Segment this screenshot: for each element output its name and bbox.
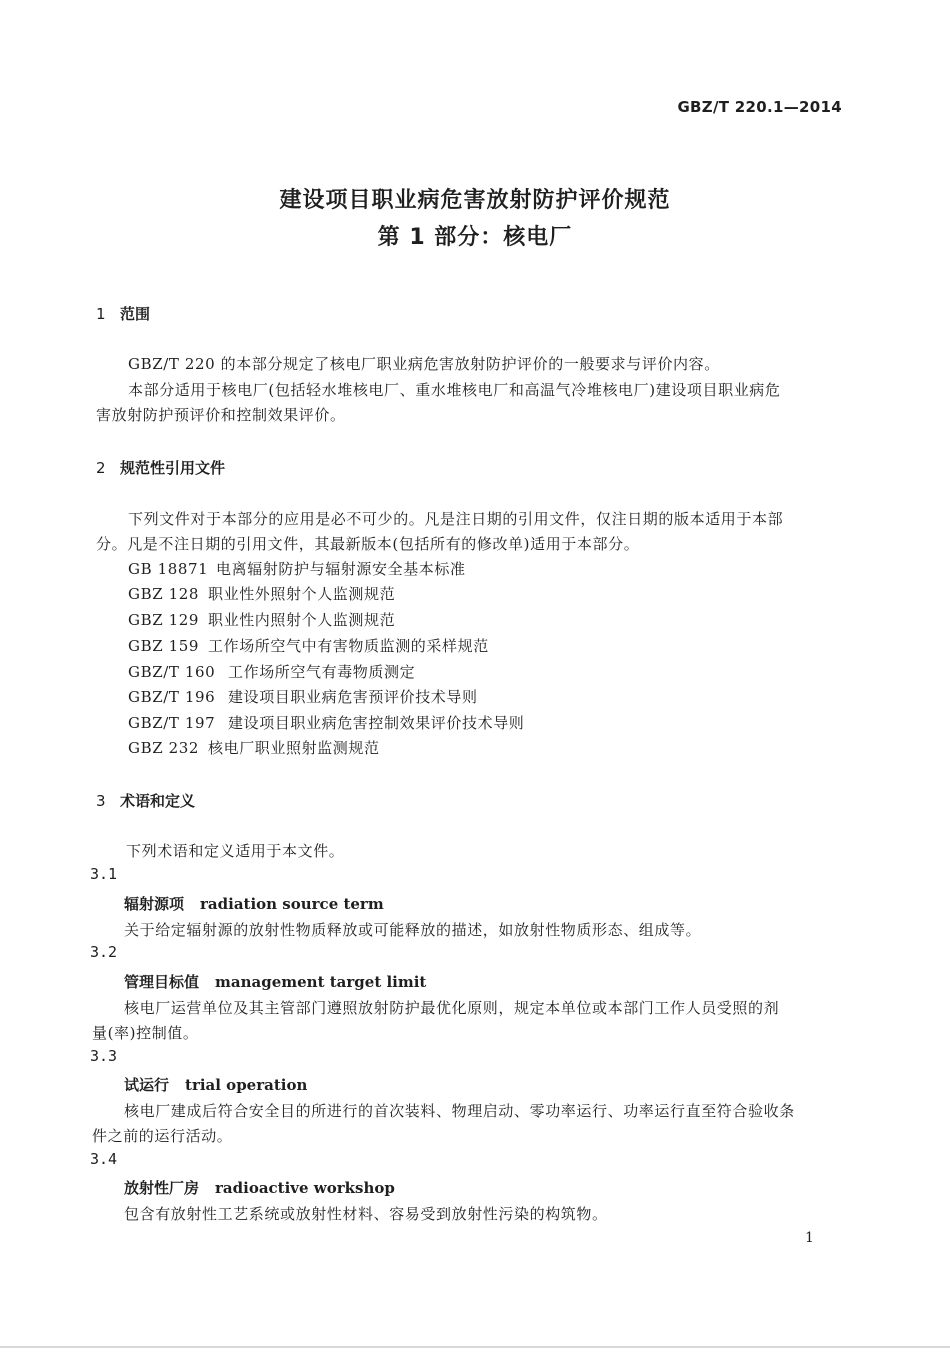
term-definition-line-1: 核电厂建成后符合安全目的所进行的首次装料、物理启动、零功率运行、功率运行直至符合验收条 bbox=[124, 1102, 795, 1120]
reference-code: GB 18871 bbox=[128, 560, 209, 578]
section-1-heading bbox=[96, 303, 150, 324]
clause-number: 3.3 bbox=[90, 1047, 118, 1065]
reference-item bbox=[128, 660, 415, 685]
section-1-para-2-line-2: 害放射防护预评价和控制效果评价。 bbox=[96, 406, 346, 424]
clause-number: 3.1 bbox=[90, 865, 118, 883]
section-number: 1 bbox=[96, 305, 106, 323]
term-heading bbox=[124, 893, 384, 914]
term-english: radioactive workshop bbox=[215, 1179, 395, 1197]
section-3-heading bbox=[96, 790, 195, 811]
reference-title: 核电厂职业照射监测规范 bbox=[208, 739, 380, 757]
document-title-line1: 建设项目职业病危害放射防护评价规范 bbox=[279, 188, 671, 213]
document-title-line2: 第 1 部分：核电厂 bbox=[377, 225, 573, 250]
section-2-heading bbox=[96, 457, 225, 478]
reference-code: GBZ 128 bbox=[128, 585, 200, 603]
reference-title: 职业性内照射个人监测规范 bbox=[208, 611, 396, 629]
term-chinese: 辐射源项 bbox=[124, 895, 185, 913]
standard-code: GBZ/T 220.1—2014 bbox=[677, 98, 842, 116]
term-definition-line-2: 件之前的运行活动。 bbox=[92, 1127, 233, 1145]
section-1-para-2-line-1: 本部分适用于核电厂(包括轻水堆核电厂、重水堆核电厂和高温气冷堆核电厂)建设项目职业病危 bbox=[128, 381, 781, 399]
term-heading bbox=[124, 1177, 395, 1198]
section-title: 术语和定义 bbox=[120, 792, 196, 810]
section-number: 3 bbox=[96, 792, 106, 810]
reference-title: 建设项目职业病危害控制效果评价技术导则 bbox=[228, 714, 525, 732]
reference-code: GBZ 232 bbox=[128, 739, 200, 757]
section-2-intro-line-1: 下列文件对于本部分的应用是必不可少的。凡是注日期的引用文件，仅注日期的版本适用于本部 bbox=[128, 510, 784, 528]
term-chinese: 管理目标值 bbox=[124, 973, 200, 991]
reference-item bbox=[128, 685, 478, 710]
reference-code: GBZ/T 196 bbox=[128, 688, 216, 706]
reference-item bbox=[128, 711, 524, 736]
reference-title: 建设项目职业病危害预评价技术导则 bbox=[228, 688, 478, 706]
reference-code: GBZ/T 197 bbox=[128, 714, 216, 732]
reference-title: 工作场所空气中有害物质监测的采样规范 bbox=[208, 637, 489, 655]
reference-title: 电离辐射防护与辐射源安全基本标准 bbox=[216, 560, 466, 578]
reference-code: GBZ 159 bbox=[128, 637, 200, 655]
section-number: 2 bbox=[96, 459, 106, 477]
reference-code: GBZ/T 160 bbox=[128, 663, 216, 681]
clause-number: 3.4 bbox=[90, 1150, 118, 1168]
section-1-para-1: GBZ/T 220 的本部分规定了核电厂职业病危害放射防护评价的一般要求与评价内容。 bbox=[128, 355, 720, 373]
reference-title: 工作场所空气有毒物质测定 bbox=[228, 663, 416, 681]
section-3-intro: 下列术语和定义适用于本文件。 bbox=[126, 842, 345, 860]
scan-edge-divider bbox=[0, 1346, 950, 1348]
term-definition: 包含有放射性工艺系统或放射性材料、容易受到放射性污染的构筑物。 bbox=[124, 1205, 608, 1223]
reference-code: GBZ 129 bbox=[128, 611, 200, 629]
term-heading bbox=[124, 971, 426, 992]
section-2-intro-line-2: 分。凡是不注日期的引用文件，其最新版本(包括所有的修改单)适用于本部分。 bbox=[96, 535, 640, 553]
term-heading bbox=[124, 1074, 307, 1095]
reference-item bbox=[128, 608, 395, 633]
reference-item bbox=[128, 582, 395, 607]
term-chinese: 试运行 bbox=[124, 1076, 170, 1094]
reference-item bbox=[128, 634, 489, 659]
section-title: 规范性引用文件 bbox=[120, 459, 226, 477]
term-definition-line-2: 量(率)控制值。 bbox=[92, 1024, 199, 1042]
reference-item bbox=[128, 557, 466, 582]
term-definition: 关于给定辐射源的放射性物质释放或可能释放的描述，如放射性物质形态、组成等。 bbox=[124, 921, 702, 939]
term-definition-line-1: 核电厂运营单位及其主管部门遵照放射防护最优化原则，规定本单位或本部门工作人员受照的剂 bbox=[124, 999, 780, 1017]
term-chinese: 放射性厂房 bbox=[124, 1179, 200, 1197]
reference-title: 职业性外照射个人监测规范 bbox=[208, 585, 396, 603]
clause-number: 3.2 bbox=[90, 943, 118, 961]
term-english: management target limit bbox=[215, 973, 427, 991]
term-english: trial operation bbox=[185, 1076, 308, 1094]
section-title: 范围 bbox=[120, 305, 151, 323]
page-number: 1 bbox=[805, 1230, 814, 1246]
reference-item bbox=[128, 736, 380, 761]
term-english: radiation source term bbox=[200, 895, 384, 913]
